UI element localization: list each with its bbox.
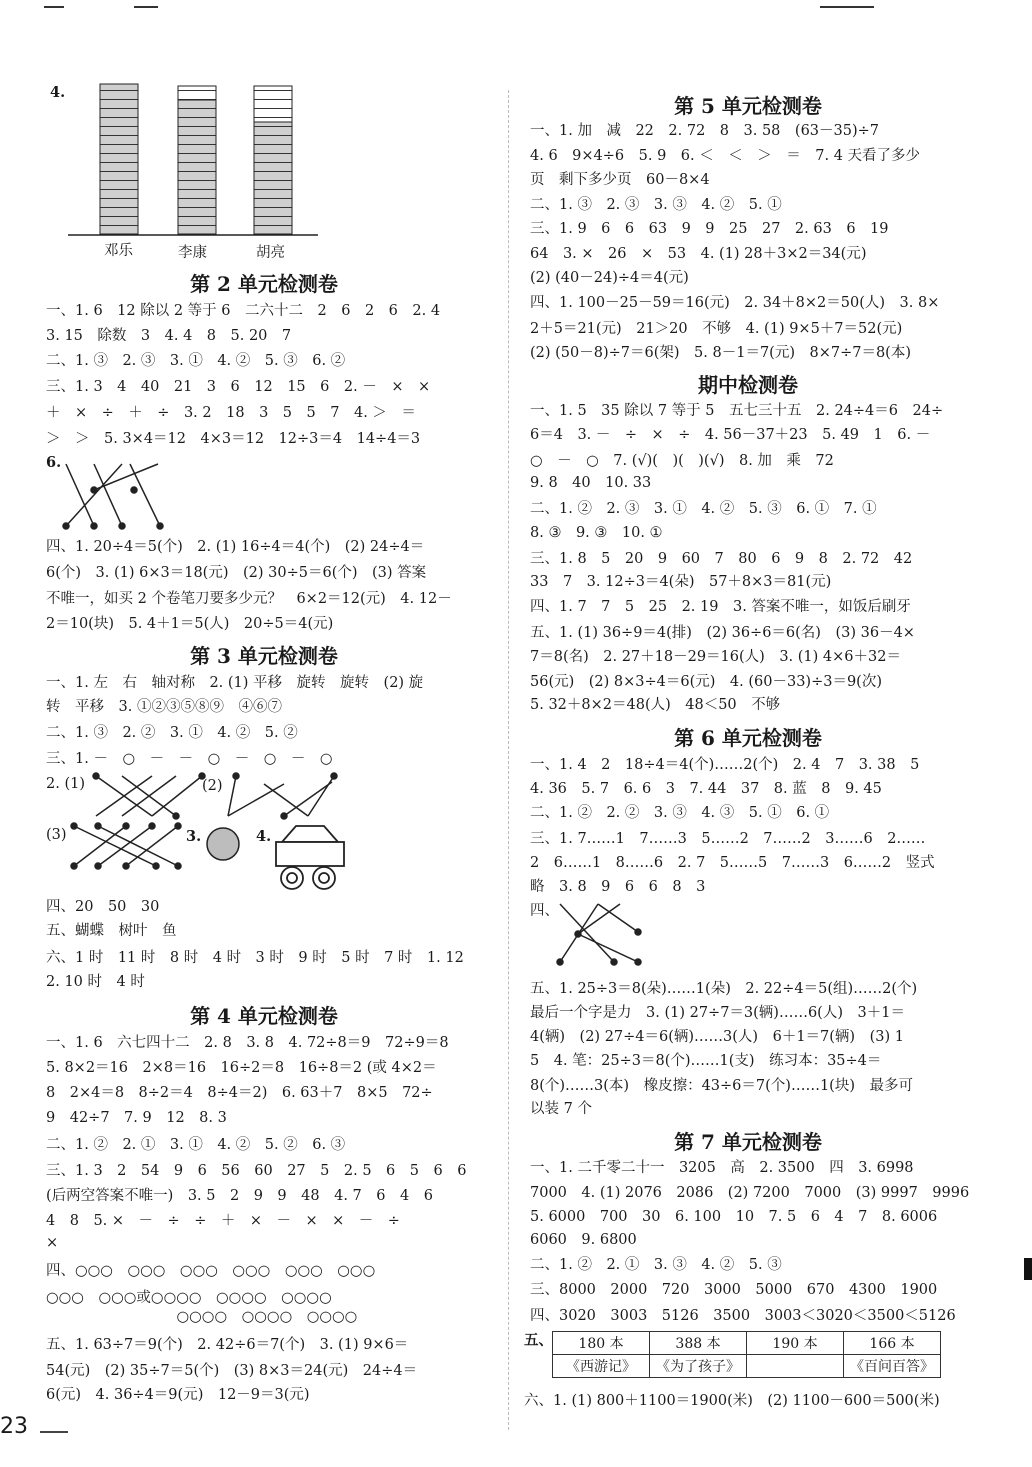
answer-line: 8(个)……3(本) 橡皮擦：43÷6＝7(个)……1(块) 最多可 [530, 1078, 913, 1094]
answer-line: (后两空答案不唯一) 3. 5 2 9 9 48 4. 7 6 4 6 [46, 1188, 433, 1204]
answer-line: 二、1. ② 2. ① 3. ③ 4. ② 5. ③ [530, 1257, 782, 1273]
answer-line: 三、1. 9 6 6 63 9 9 25 27 2. 63 6 19 [530, 221, 889, 237]
matching-figure [92, 772, 208, 820]
answer-line: 页 剩下多少页 60－8×4 [530, 172, 710, 188]
answer-line: 5. 6000 700 30 6. 100 10 7. 5 6 4 7 8. 6006 [530, 1209, 938, 1225]
top-mark [820, 6, 874, 8]
answer-line: 四、1. 20÷4＝5(个) 2. (1) 16÷4＝4(个) (2) 24÷4＝ [46, 539, 425, 555]
answer-line: 三、1. － ○ － － ○ － ○ － ○ [46, 751, 333, 767]
matching-figure [68, 820, 188, 872]
answer-line: 五、1. 63÷7＝9(个) 2. 42÷6＝7(个) 3. (1) 9×6＝ [46, 1337, 409, 1353]
question-label: 4. [256, 828, 272, 845]
answer-line: 二、1. ③ 2. ③ 3. ③ 4. ② 5. ① [530, 197, 782, 213]
question-label: 3. [186, 828, 202, 845]
answer-line: 三、1. 7……1 7……3 5……2 7……2 3……6 2…… [530, 831, 926, 847]
answer-line: 8 2×4＝8 8÷2＝4 8÷4＝2) 6. 63＋7 8×5 72÷ [46, 1085, 433, 1101]
page-number: 23 [0, 1414, 28, 1439]
answer-line: 三、1. 3 2 54 9 6 56 60 27 5 2. 5 6 5 6 6 [46, 1163, 467, 1179]
bar-huliang [254, 122, 292, 234]
answer-line: 6060 9. 6800 [530, 1232, 637, 1248]
bar-likang-empty [178, 86, 216, 100]
answer-line: 2＝10(块) 5. 4＋1＝5(人) 20÷5＝4(元) [46, 616, 334, 632]
bar-figure [68, 82, 328, 262]
answer-line: 二、1. ③ 2. ② 3. ① 4. ② 5. ② [46, 725, 298, 741]
answer-line: 一、1. 二千零二十一 3205 高 2. 3500 四 3. 6998 [530, 1160, 914, 1176]
table-cell: 《西游记》 [553, 1355, 650, 1378]
answer-line: 三、1. 8 5 20 9 60 7 80 6 9 8 2. 72 42 [530, 551, 913, 567]
top-mark [134, 6, 158, 8]
answer-line: 7000 4. (1) 2076 2086 (2) 7200 7000 (3) 9997 9996 [530, 1185, 970, 1201]
table-row [553, 1355, 941, 1378]
answer-line: 4 8 5. × － ÷ ÷ ＋ × － × × － ÷ [46, 1213, 400, 1229]
table-cell: 190 本 [747, 1332, 844, 1355]
answer-line: 5. 32＋8×2＝48(人) 48＜50 不够 [530, 697, 781, 713]
section-title: 第 2 单元检测卷 [190, 272, 338, 296]
answer-line: ○ － ○ 7. (√)( )( )(√) 8. 加 乘 72 [530, 453, 834, 469]
answer-line: 2＋5＝21(元) 21＞20 不够 4. (1) 9×5＋7＝52(元) [530, 321, 903, 337]
chart-question-label: 4. [50, 84, 66, 101]
answer-line: 六、1. (1) 800＋1100＝1900(米) (2) 1100－600＝500(米) [524, 1393, 940, 1409]
answer-line: 56(元) (2) 8×3÷4＝6(元) 4. (60－33)÷3＝9(次) [530, 674, 882, 690]
table-cell: 166 本 [844, 1332, 941, 1355]
answer-line: 一、1. 加 减 22 2. 72 8 3. 58 (63－35)÷7 [530, 123, 879, 139]
answer-line: 54(元) (2) 35÷7＝5(个) (3) 8×3＝24(元) 24÷4＝ [46, 1363, 418, 1379]
answer-line: 3. 15 除数 3 4. 4 8 5. 20 7 [46, 328, 292, 344]
answer-line: 一、1. 6 六七四十二 2. 8 3. 8 4. 72÷8＝9 72÷9＝8 [46, 1035, 449, 1051]
section-title: 第 5 单元检测卷 [674, 94, 822, 118]
side-tab-mark [1024, 1258, 1032, 1280]
answer-line: 4. 36 5. 7 6. 6 3 7. 44 37 8. 蓝 8 9. 45 [530, 781, 882, 797]
section-title: 第 3 单元检测卷 [190, 644, 338, 668]
answer-line: 四、20 50 30 [46, 899, 160, 915]
bar-label: 邓乐 [104, 243, 133, 259]
bar-label: 胡亮 [256, 245, 285, 261]
table-cell: 180 本 [553, 1332, 650, 1355]
answer-line: 以装 7 个 [530, 1101, 592, 1117]
answer-line: 二、1. ③ 2. ③ 3. ① 4. ② 5. ③ 6. ② [46, 353, 346, 369]
answer-line: ○○○ ○○○或○○○○ ○○○○ ○○○○ [46, 1290, 332, 1306]
answer-line: 二、1. ② 2. ② 3. ③ 4. ③ 5. ① 6. ① [530, 805, 830, 821]
answer-line: 二、1. ② 2. ① 3. ① 4. ② 5. ② 6. ③ [46, 1137, 346, 1153]
answer-line: 64 3. × 26 × 53 4. (1) 28＋3×2＝34(元) [530, 246, 867, 262]
matching-figure [554, 900, 644, 970]
cart-figure [272, 822, 348, 898]
section-title: 第 7 单元检测卷 [674, 1130, 822, 1154]
answer-line: 一、1. 左 右 轴对称 2. (1) 平移 旋转 旋转 (2) 旋 [46, 675, 424, 691]
answer-line: 4(辆) (2) 27÷4＝6(辆)……3(人) 6＋1＝7(辆) (3) 1 [530, 1029, 904, 1045]
answer-line: 转 平移 3. ①②③⑤⑧⑨ ④⑥⑦ [46, 699, 282, 715]
answer-line: 不唯一，如买 2 个卷笔刀要多少元？ 6×2＝12(元) 4. 12－ [46, 591, 452, 607]
table-cell [747, 1355, 844, 1378]
answer-line: 4. 6 9×4÷6 5. 9 6. ＜ ＜ ＞ ＝ 7. 4 天看了多少 [530, 148, 921, 164]
answer-line: 5. 8×2＝16 2×8＝16 16÷2＝8 16÷8＝2 (或 4×2＝ [46, 1060, 437, 1076]
answer-line: 五、1. 25÷3＝8(朵)……1(朵) 2. 22÷4＝5(组)……2(个) [530, 981, 918, 997]
answer-line: 一、1. 6 12 除以 2 等于 6 二六十二 2 6 2 6 2. 4 [46, 303, 441, 319]
answer-line: (2) (40－24)÷4＝4(元) [530, 270, 689, 286]
answer-line: 略 3. 8 9 6 6 8 3 [530, 879, 706, 895]
table-row [553, 1332, 941, 1355]
matching-figure [62, 460, 172, 532]
answer-line: 2 6……1 8……6 2. 7 5……5 7……3 6……2 竖式 [530, 855, 935, 871]
answer-line: 6＝4 3. － ÷ × ÷ 4. 56－37＋23 5. 49 1 6. － [530, 427, 931, 443]
question-label: 四、 [530, 903, 559, 919]
table-cell: 388 本 [650, 1332, 747, 1355]
section-title: 第 6 单元检测卷 [674, 726, 822, 750]
answer-line: 四、3020 3003 5126 3500 3003＜3020＜3500＜5126 [530, 1308, 956, 1324]
answer-line: 2. 10 时 4 时 [46, 974, 145, 990]
answer-line: 五、1. (1) 36÷9＝4(排) (2) 36÷6＝6(名) (3) 36－4× [530, 625, 915, 641]
answer-line: 四、1. 7 7 5 25 2. 19 3. 答案不唯一，如饭后刷牙 [530, 599, 911, 615]
answer-line: 四、○○○ ○○○ ○○○ ○○○ ○○○ ○○○ [46, 1263, 376, 1279]
answer-line: 33 7 3. 12÷3＝4(朵) 57＋8×3＝81(元) [530, 574, 832, 590]
answer-line: ○○○○ ○○○○ ○○○○ [46, 1309, 358, 1325]
top-mark [44, 6, 64, 8]
answer-line: 六、1 时 11 时 8 时 4 时 3 时 9 时 5 时 7 时 1. 12 [46, 950, 464, 966]
circle-figure [204, 824, 244, 864]
column-divider [508, 90, 509, 1430]
answer-line: 五、蝴蝶 树叶 鱼 [46, 923, 177, 939]
table-cell: 《为了孩子》 [650, 1355, 747, 1378]
question-label: 五、 [524, 1332, 553, 1349]
question-label: 2. (1) [46, 776, 85, 792]
answer-line: 二、1. ② 2. ③ 3. ① 4. ② 5. ③ 6. ① 7. ① [530, 501, 877, 517]
section-title: 第 4 单元检测卷 [190, 1004, 338, 1028]
bar-likang [178, 100, 216, 234]
bar-denglie [100, 84, 138, 234]
answer-line: 三、8000 2000 720 3000 5000 670 4300 1900 [530, 1282, 938, 1298]
table-cell: 《百问百答》 [844, 1355, 941, 1378]
section-title: 期中检测卷 [698, 373, 798, 397]
matching-figure [224, 772, 344, 820]
question-label: (3) [46, 827, 67, 843]
answer-line: 6(元) 4. 36÷4＝9(元) 12－9＝3(元) [46, 1387, 310, 1403]
answer-line: 8. ③ 9. ③ 10. ① [530, 525, 663, 541]
answer-line: (2) (50－8)÷7＝6(架) 5. 8－1＝7(元) 8×7÷7＝8(本) [530, 345, 911, 361]
answer-line: 四、1. 100－25－59＝16(元) 2. 34＋8×2＝50(人) 3. 8× [530, 295, 940, 311]
answer-line: ＞ ＞ 5. 3×4＝12 4×3＝12 12÷3＝4 14÷4＝3 [46, 431, 421, 447]
answer-line: 9. 8 40 10. 33 [530, 475, 652, 491]
bar-label: 李康 [178, 245, 207, 261]
answer-line: ＋ × ÷ ＋ ÷ 3. 2 18 3 5 5 7 4. ＞ ＝ [46, 405, 416, 421]
answer-table [552, 1331, 941, 1378]
answer-line: 一、1. 5 35 除以 7 等于 5 五七三十五 2. 24÷4＝6 24÷ [530, 403, 944, 419]
answer-line: 最后一个字是力 3. (1) 27÷7＝3(辆)……6(人) 3＋1＝ [530, 1005, 905, 1021]
answer-line: 一、1. 4 2 18÷4＝4(个)……2(个) 2. 4 7 3. 38 5 [530, 757, 920, 773]
answer-line: 6(个) 3. (1) 6×3＝18(元) (2) 30÷5＝6(个) (3) 答案 [46, 565, 427, 581]
bar-huliang-empty [254, 86, 292, 122]
answer-line: 三、1. 3 4 40 21 3 6 12 15 6 2. － × × [46, 379, 431, 395]
question-label: (2) [202, 778, 223, 794]
answer-line: 9 42÷7 7. 9 12 8. 3 [46, 1110, 227, 1126]
answer-line: 7＝8(名) 2. 27＋18－29＝16(人) 3. (1) 4×6＋32＝ [530, 649, 901, 665]
answer-line: × [46, 1235, 59, 1251]
answer-line: 5 4. 笔：25÷3＝8(个)……1(支) 练习本：35÷4＝ [530, 1053, 882, 1069]
page-number-rule [40, 1431, 68, 1433]
question-label: 6. [46, 454, 62, 471]
